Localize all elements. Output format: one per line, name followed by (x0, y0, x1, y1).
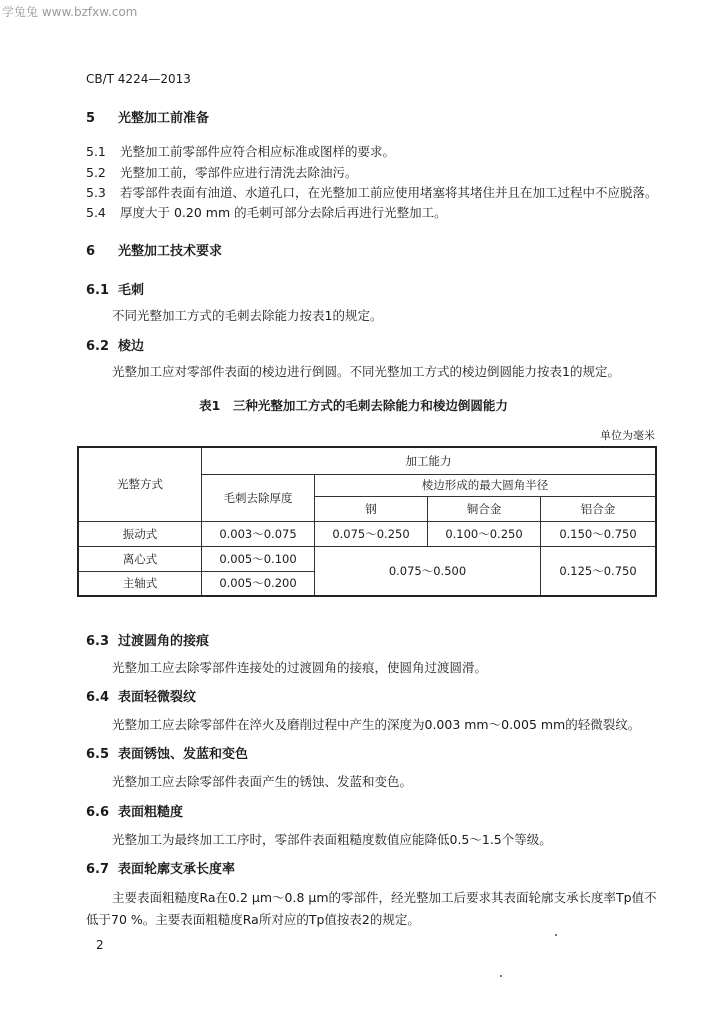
clause-6-7-heading (86, 858, 235, 877)
clause-title: 过渡圆角的接痕 (118, 634, 210, 649)
cell-aluminum-merged: 0.125～0.750 (541, 546, 657, 596)
page-number: 2 (96, 938, 104, 952)
cell-copper: 0.100～0.250 (428, 521, 541, 546)
section-6-heading (86, 240, 222, 259)
cell-method: 振动式 (78, 521, 202, 546)
clause-number: 6.5 (86, 747, 110, 762)
header-capability: 加工能力 (202, 447, 657, 474)
clause-number: 5.3 (86, 185, 106, 200)
standard-number: CB/T 4224—2013 (86, 72, 191, 86)
clause-title: 表面轻微裂纹 (118, 690, 197, 705)
table-row (78, 546, 656, 571)
clause-title: 表面粗糙度 (118, 805, 184, 820)
clause-number: 5.1 (86, 144, 106, 159)
clause-6-5-body: 光整加工应去除零部件表面产生的锈蚀、发蓝和变色。 (112, 774, 413, 789)
clause-6-2-body: 光整加工应对零部件表面的棱边进行倒圆。不同光整加工方式的棱边倒圆能力按表1的规定。 (112, 364, 620, 379)
header-edge: 棱边形成的最大圆角半径 (315, 474, 657, 496)
header-method: 光整方式 (78, 447, 202, 521)
table-1 (77, 446, 657, 597)
cell-method: 离心式 (78, 546, 202, 571)
clause-6-4-body: 光整加工应去除零部件在淬火及磨削过程中产生的深度为0.003 mm～0.005 mm的轻微裂纹。 (112, 717, 641, 732)
clause-6-7-body-line2: 低于70 %。主要表面粗糙度Ra所对应的Tp值按表2的规定。 (86, 912, 420, 927)
watermark: 学兔兔 www.bzfxw.com (2, 5, 138, 19)
clause-6-4-heading (86, 686, 196, 705)
clause-5-4 (86, 203, 447, 221)
clause-title: 表面锈蚀、发蓝和变色 (118, 747, 249, 762)
clause-5-3 (86, 183, 658, 201)
clause-title: 棱边 (118, 339, 145, 354)
clause-text: 光整加工前零部件应符合相应标准或图样的要求。 (120, 144, 396, 159)
header-burr: 毛刺去除厚度 (202, 474, 315, 521)
clause-6-6-heading (86, 801, 183, 820)
cell-aluminum: 0.150～0.750 (541, 521, 657, 546)
clause-6-2-heading (86, 335, 144, 354)
scan-speck (555, 934, 557, 936)
clause-number: 5.4 (86, 205, 106, 220)
clause-title: 表面轮廓支承长度率 (118, 862, 236, 877)
clause-number: 6.4 (86, 690, 110, 705)
clause-6-6-body: 光整加工为最终加工工序时，零部件表面粗糙度数值应能降低0.5～1.5个等级。 (112, 832, 552, 847)
section-number: 6 (86, 244, 96, 259)
section-5-heading (86, 107, 209, 126)
clause-6-3-heading (86, 630, 209, 649)
table-1-caption: 表1 三种光整加工方式的毛刺去除能力和棱边倒圆能力 (199, 398, 508, 413)
clause-6-3-body: 光整加工应去除零部件连接处的过渡圆角的接痕，使圆角过渡圆滑。 (112, 660, 488, 675)
section-number: 5 (86, 111, 96, 126)
header-aluminum: 铝合金 (541, 496, 657, 521)
header-copper: 铜合金 (428, 496, 541, 521)
clause-5-2 (86, 163, 358, 181)
clause-text: 光整加工前，零部件应进行清洗去除油污。 (120, 165, 358, 180)
section-title: 光整加工前准备 (118, 111, 210, 126)
table-unit: 单位为毫米 (600, 429, 655, 442)
clause-6-1-body: 不同光整加工方式的毛刺去除能力按表1的规定。 (112, 308, 383, 323)
cell-steel-copper-merged: 0.075～0.500 (315, 546, 541, 596)
cell-steel: 0.075～0.250 (315, 521, 428, 546)
clause-5-1 (86, 142, 395, 160)
cell-burr: 0.005～0.100 (202, 546, 315, 571)
clause-number: 6.7 (86, 862, 110, 877)
clause-number: 6.3 (86, 634, 110, 649)
clause-text: 若零部件表面有油道、水道孔口，在光整加工前应使用堵塞将其堵住并且在加工过程中不应脱落。 (120, 185, 658, 200)
clause-number: 6.2 (86, 339, 110, 354)
header-steel: 钢 (315, 496, 428, 521)
clause-title: 毛刺 (118, 283, 145, 298)
section-title: 光整加工技术要求 (118, 244, 223, 259)
clause-number: 6.1 (86, 283, 110, 298)
cell-method: 主轴式 (78, 571, 202, 596)
clause-number: 5.2 (86, 165, 106, 180)
cell-burr: 0.003～0.075 (202, 521, 315, 546)
clause-6-1-heading (86, 279, 144, 298)
cell-burr: 0.005～0.200 (202, 571, 315, 596)
clause-6-5-heading (86, 743, 248, 762)
table-row (78, 521, 656, 546)
clause-number: 6.6 (86, 805, 110, 820)
clause-text: 厚度大于 0.20 mm 的毛刺可部分去除后再进行光整加工。 (120, 205, 447, 220)
scan-speck (500, 975, 502, 977)
clause-6-7-body-line1: 主要表面粗糙度Ra在0.2 μm～0.8 μm的零部件，经光整加工后要求其表面轮廓支承长度率Tp值不 (112, 890, 657, 905)
